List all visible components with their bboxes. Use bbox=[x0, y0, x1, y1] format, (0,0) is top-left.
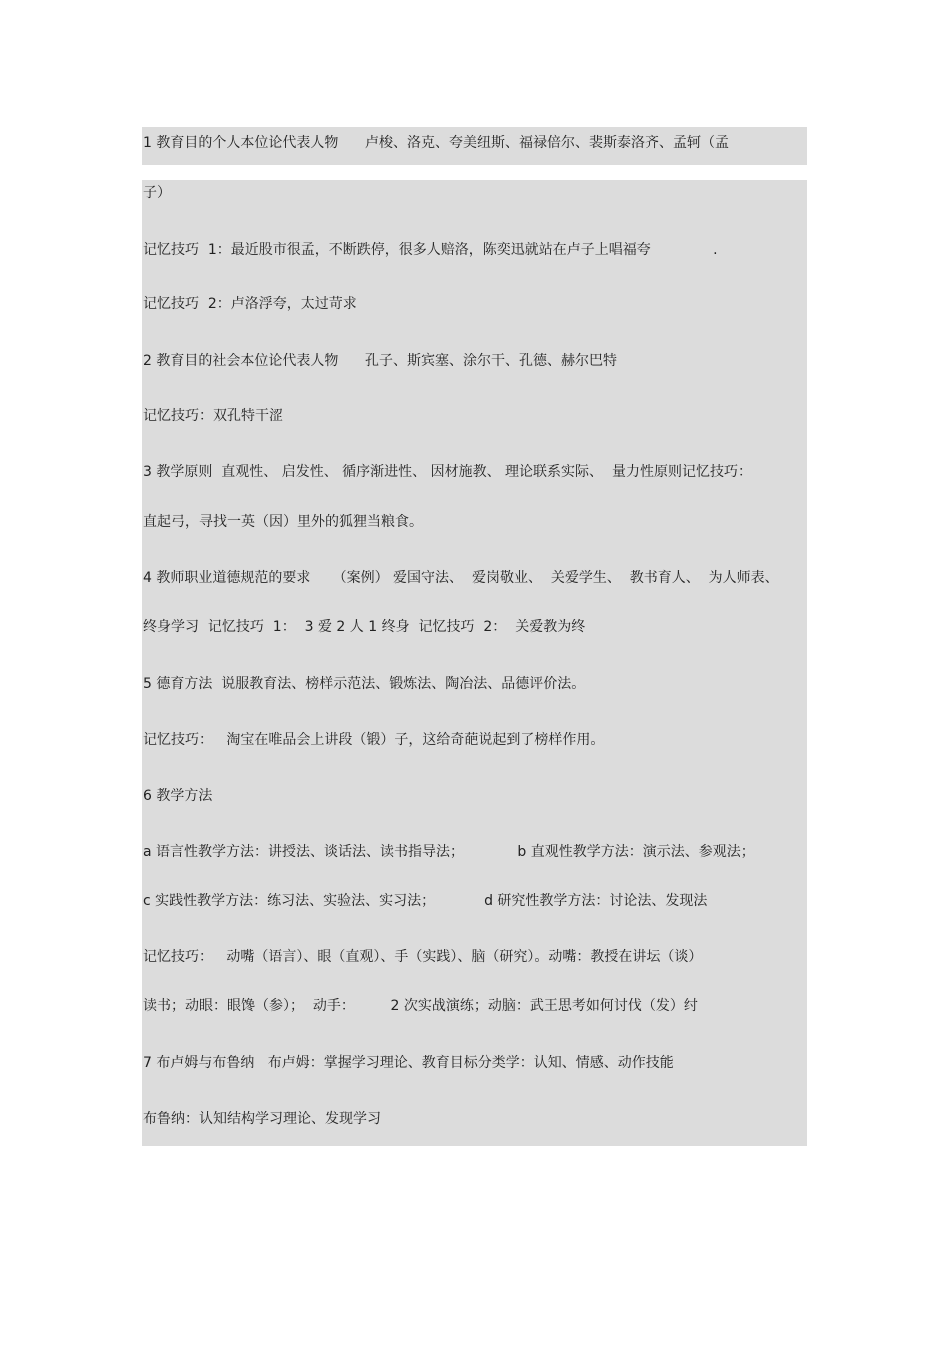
text-line-15: c 实践性教学方法：练习法、实验法、实习法； d 研究性教学方法：讨论法、发现法 bbox=[143, 893, 708, 909]
text-line-1: 1 教育目的个人本位论代表人物 卢梭、洛克、夸美纽斯、福禄倍尔、裴斯泰洛齐、孟轲（孟 bbox=[143, 135, 730, 151]
text-line-11: 5 德育方法 说服教育法、榜样示范法、锻炼法、陶冶法、品德评价法。 bbox=[143, 676, 586, 692]
text-line-2: 子） bbox=[143, 185, 171, 201]
text-line-10: 终身学习 记忆技巧 1： 3 爱 2 人 1 终身 记忆技巧 2： 关爱教为终 bbox=[143, 619, 586, 635]
text-line-7: 3 教学原则 直观性、 启发性、 循序渐进性、 因材施教、 理论联系实际、 量力性原则记忆技巧： bbox=[143, 464, 752, 480]
text-line-9: 4 教师职业道德规范的要求 （案例） 爱国守法、 爱岗敬业、 关爱学生、 教书育人、 为人师表、 bbox=[143, 570, 779, 586]
text-line-16: 记忆技巧： 动嘴（语言）、眼（直观）、手（实践）、脑（研究）。动嘴：教授在讲坛（谈） bbox=[143, 949, 703, 965]
text-line-5: 2 教育目的社会本位论代表人物 孔子、斯宾塞、涂尔干、孔德、赫尔巴特 bbox=[143, 353, 618, 369]
text-line-3: 记忆技巧 1：最近股市很孟，不断跌停，很多人赔洛，陈奕迅就站在卢子上唱福夸 . bbox=[143, 242, 718, 258]
text-line-18: 7 布卢姆与布鲁纳 布卢姆：掌握学习理论、教育目标分类学：认知、情感、动作技能 bbox=[143, 1055, 674, 1071]
text-line-13: 6 教学方法 bbox=[143, 788, 213, 804]
text-line-4: 记忆技巧 2：卢洛浮夸，太过苛求 bbox=[143, 296, 357, 312]
text-line-14: a 语言性教学方法：讲授法、谈话法、读书指导法； b 直观性教学方法：演示法、参观法； bbox=[143, 844, 755, 860]
text-line-8: 直起弓，寻找一英（因）里外的狐狸当粮食。 bbox=[143, 514, 423, 530]
text-line-12: 记忆技巧： 淘宝在唯品会上讲段（锻）子，这给奇葩说起到了榜样作用。 bbox=[143, 732, 605, 748]
text-line-17: 读书；动眼：眼馋（参）； 动手： 2 次实战演练；动脑：武王思考如何讨伐（发）纣 bbox=[143, 998, 698, 1014]
text-line-6: 记忆技巧：双孔特干涩 bbox=[143, 408, 283, 424]
text-line-19: 布鲁纳：认知结构学习理论、发现学习 bbox=[143, 1111, 381, 1127]
